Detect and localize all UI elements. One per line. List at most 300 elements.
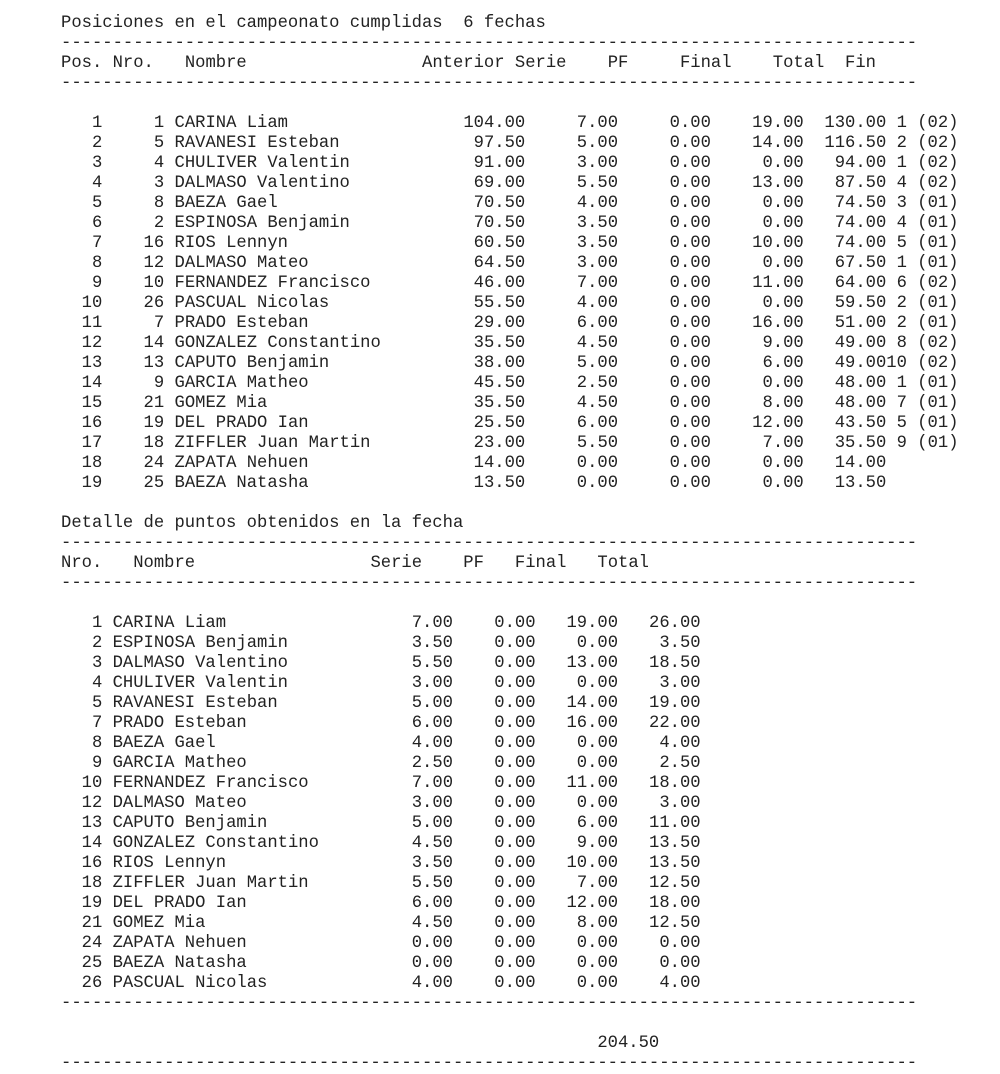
cell-total: 64.00 bbox=[834, 274, 887, 293]
cell-fin: 2 (01) bbox=[896, 294, 959, 313]
cell-final: 16.00 bbox=[752, 314, 804, 333]
detail-title bbox=[61, 514, 959, 534]
col-header-pos: Pos. bbox=[61, 54, 103, 73]
col-header-anterior: Anterior bbox=[422, 54, 505, 73]
cell-serie: 2.50 bbox=[411, 754, 453, 773]
cell-total: 0.00 bbox=[659, 934, 701, 953]
cell-pf: 0.00 bbox=[494, 714, 536, 733]
cell-pf: 0.00 bbox=[494, 794, 536, 813]
cell-total: 13.50 bbox=[649, 834, 701, 853]
grand-total: 204.50 bbox=[597, 1034, 660, 1053]
cell-nro: 4 bbox=[91, 674, 103, 693]
cell-pf: 0.00 bbox=[669, 334, 711, 353]
cell-nombre: DALMASO Mateo bbox=[174, 254, 309, 273]
cell-pos: 9 bbox=[91, 274, 103, 293]
cell-total: 94.00 bbox=[834, 154, 887, 173]
cell-nro: 19 bbox=[143, 414, 165, 433]
cell-total: 4.00 bbox=[659, 974, 701, 993]
standings-header bbox=[61, 54, 959, 74]
cell-anterior: 64.50 bbox=[473, 254, 526, 273]
cell-nro: 3 bbox=[153, 174, 165, 193]
cell-nro: 3 bbox=[91, 654, 103, 673]
cell-final: 0.00 bbox=[576, 934, 619, 953]
cell-fin: 2 (02) bbox=[896, 134, 959, 153]
col-header-final: Final bbox=[514, 554, 567, 573]
cell-total: 48.00 bbox=[834, 374, 887, 393]
cell-serie: 5.50 bbox=[576, 174, 619, 193]
table-row bbox=[61, 754, 959, 774]
cell-pos: 3 bbox=[91, 154, 103, 173]
table-row bbox=[61, 314, 959, 334]
cell-pf: 0.00 bbox=[494, 754, 536, 773]
divider: ----------------------------------------------------------------------------------- bbox=[61, 534, 918, 553]
cell-final: 12.00 bbox=[566, 894, 619, 913]
table-row bbox=[61, 134, 959, 154]
cell-pf: 0.00 bbox=[494, 694, 536, 713]
cell-serie: 7.00 bbox=[411, 774, 454, 793]
cell-pf: 0.00 bbox=[494, 634, 536, 653]
cell-anterior: 60.50 bbox=[473, 234, 526, 253]
cell-pf: 0.00 bbox=[494, 974, 536, 993]
table-row bbox=[61, 794, 959, 814]
cell-nombre: DALMASO Mateo bbox=[112, 794, 247, 813]
cell-nombre: DALMASO Valentino bbox=[112, 654, 288, 673]
cell-serie: 6.00 bbox=[411, 714, 453, 733]
cell-nombre: PRADO Esteban bbox=[112, 714, 247, 733]
cell-final: 11.00 bbox=[752, 274, 804, 293]
cell-serie: 3.50 bbox=[576, 234, 619, 253]
cell-anterior: 91.00 bbox=[473, 154, 526, 173]
col-header-serie: Serie bbox=[370, 554, 423, 573]
spacer bbox=[61, 494, 959, 514]
cell-nro: 12 bbox=[81, 794, 103, 813]
cell-nombre: CAPUTO Benjamin bbox=[112, 814, 268, 833]
cell-pf: 0.00 bbox=[669, 114, 711, 133]
cell-serie: 0.00 bbox=[576, 454, 619, 473]
cell-final: 0.00 bbox=[762, 194, 804, 213]
cell-total: 49.00 bbox=[834, 354, 887, 373]
table-row bbox=[61, 414, 959, 434]
cell-nro: 14 bbox=[81, 834, 103, 853]
divider: ----------------------------------------------------------------------------------- bbox=[61, 994, 918, 1013]
cell-pf: 0.00 bbox=[494, 654, 536, 673]
cell-final: 0.00 bbox=[576, 634, 619, 653]
cell-final: 0.00 bbox=[576, 754, 619, 773]
cell-fin: 1 (02) bbox=[896, 114, 959, 133]
cell-pf: 0.00 bbox=[494, 734, 536, 753]
cell-serie: 7.00 bbox=[411, 614, 453, 633]
table-row bbox=[61, 274, 959, 294]
cell-anterior: 70.50 bbox=[473, 214, 526, 233]
cell-total: 0.00 bbox=[659, 954, 701, 973]
cell-final: 8.00 bbox=[576, 914, 619, 933]
cell-anterior: 46.00 bbox=[473, 274, 526, 293]
col-header-final: Final bbox=[679, 54, 732, 73]
cell-serie: 3.50 bbox=[411, 854, 453, 873]
cell-pf: 0.00 bbox=[494, 874, 536, 893]
spacer bbox=[61, 594, 959, 614]
cell-pos: 18 bbox=[81, 454, 103, 473]
table-row bbox=[61, 214, 959, 234]
cell-serie: 5.50 bbox=[576, 434, 619, 453]
col-header-total: Total bbox=[597, 554, 649, 573]
cell-nro: 19 bbox=[81, 894, 103, 913]
cell-pos: 7 bbox=[91, 234, 103, 253]
cell-serie: 5.50 bbox=[411, 654, 453, 673]
cell-final: 19.00 bbox=[752, 114, 804, 133]
cell-final: 0.00 bbox=[762, 214, 804, 233]
cell-nombre: GARCIA Matheo bbox=[112, 754, 247, 773]
cell-pf: 0.00 bbox=[494, 954, 536, 973]
cell-anterior: 45.50 bbox=[473, 374, 526, 393]
cell-pos: 15 bbox=[81, 394, 103, 413]
cell-pf: 0.00 bbox=[669, 174, 711, 193]
cell-anterior: 29.00 bbox=[473, 314, 526, 333]
standings-title-text: Posiciones en el campeonato cumplidas 6 fechas bbox=[61, 14, 546, 33]
cell-nombre: CAPUTO Benjamin bbox=[174, 354, 330, 373]
cell-nro: 16 bbox=[143, 234, 165, 253]
table-row bbox=[61, 834, 959, 854]
col-header-nombre: Nombre bbox=[133, 554, 196, 573]
cell-final: 11.00 bbox=[566, 774, 619, 793]
cell-pos: 12 bbox=[81, 334, 103, 353]
cell-serie: 3.00 bbox=[576, 154, 619, 173]
cell-total: 74.00 bbox=[834, 234, 887, 253]
cell-nro: 24 bbox=[81, 934, 103, 953]
table-row bbox=[61, 854, 959, 874]
cell-serie: 3.50 bbox=[576, 214, 619, 233]
cell-serie: 4.00 bbox=[411, 734, 454, 753]
table-row bbox=[61, 914, 959, 934]
cell-final: 13.00 bbox=[566, 654, 619, 673]
cell-total: 18.00 bbox=[649, 774, 701, 793]
cell-nro: 9 bbox=[153, 374, 165, 393]
cell-total: 22.00 bbox=[649, 714, 701, 733]
cell-final: 8.00 bbox=[762, 394, 804, 413]
cell-serie: 5.00 bbox=[576, 134, 619, 153]
cell-anterior: 35.50 bbox=[473, 334, 526, 353]
table-row bbox=[61, 714, 959, 734]
cell-fin: 10 (02) bbox=[886, 354, 959, 373]
cell-nro: 5 bbox=[91, 694, 103, 713]
cell-fin: 1 (01) bbox=[896, 374, 959, 393]
cell-fin: 4 (02) bbox=[896, 174, 959, 193]
cell-nombre: CHULIVER Valentin bbox=[112, 674, 288, 693]
cell-final: 7.00 bbox=[576, 874, 619, 893]
cell-serie: 6.00 bbox=[576, 414, 619, 433]
cell-anterior: 14.00 bbox=[473, 454, 526, 473]
cell-serie: 3.50 bbox=[411, 634, 453, 653]
cell-serie: 4.50 bbox=[411, 914, 453, 933]
cell-final: 9.00 bbox=[576, 834, 619, 853]
cell-nombre: DEL PRADO Ian bbox=[174, 414, 309, 433]
cell-nombre: FERNANDEZ Francisco bbox=[112, 774, 309, 793]
cell-nombre: BAEZA Gael bbox=[174, 194, 278, 213]
col-header-pf: PF bbox=[607, 54, 629, 73]
cell-serie: 4.50 bbox=[411, 834, 453, 853]
cell-pf: 0.00 bbox=[669, 374, 711, 393]
cell-serie: 0.00 bbox=[411, 954, 453, 973]
table-row bbox=[61, 974, 959, 994]
detail-title-text: Detalle de puntos obtenidos en la fecha bbox=[61, 514, 464, 533]
cell-nombre: BAEZA Natasha bbox=[112, 954, 247, 973]
cell-total: 18.00 bbox=[649, 894, 701, 913]
cell-nro: 18 bbox=[81, 874, 103, 893]
cell-nombre: FERNANDEZ Francisco bbox=[174, 274, 371, 293]
cell-pos: 8 bbox=[91, 254, 103, 273]
cell-anterior: 23.00 bbox=[473, 434, 526, 453]
cell-fin: 7 (01) bbox=[896, 394, 959, 413]
report-document bbox=[61, 14, 959, 1074]
cell-total: 3.00 bbox=[659, 674, 701, 693]
cell-pos: 2 bbox=[91, 134, 103, 153]
cell-final: 0.00 bbox=[576, 734, 619, 753]
cell-pf: 0.00 bbox=[669, 254, 711, 273]
cell-anterior: 35.50 bbox=[473, 394, 526, 413]
cell-nro: 14 bbox=[143, 334, 165, 353]
cell-serie: 5.00 bbox=[411, 814, 453, 833]
cell-serie: 4.50 bbox=[576, 334, 619, 353]
cell-nombre: BAEZA Gael bbox=[112, 734, 216, 753]
cell-final: 0.00 bbox=[576, 974, 619, 993]
cell-nro: 18 bbox=[143, 434, 165, 453]
cell-pf: 0.00 bbox=[669, 354, 711, 373]
cell-anterior: 13.50 bbox=[473, 474, 526, 493]
col-header-nombre: Nombre bbox=[184, 54, 247, 73]
cell-serie: 4.00 bbox=[576, 194, 619, 213]
cell-nombre: ZAPATA Nehuen bbox=[174, 454, 309, 473]
cell-final: 13.00 bbox=[752, 174, 804, 193]
cell-pf: 0.00 bbox=[669, 274, 711, 293]
cell-nombre: PRADO Esteban bbox=[174, 314, 309, 333]
cell-fin: 2 (01) bbox=[896, 314, 959, 333]
cell-nombre: CHULIVER Valentin bbox=[174, 154, 350, 173]
cell-pos: 5 bbox=[91, 194, 103, 213]
cell-final: 19.00 bbox=[566, 614, 619, 633]
cell-total: 26.00 bbox=[649, 614, 701, 633]
cell-total: 19.00 bbox=[649, 694, 701, 713]
table-row bbox=[61, 934, 959, 954]
divider: ----------------------------------------------------------------------------------- bbox=[61, 1054, 918, 1073]
cell-nombre: GOMEZ Mia bbox=[112, 914, 206, 933]
cell-total: 13.50 bbox=[834, 474, 887, 493]
table-row bbox=[61, 234, 959, 254]
cell-serie: 5.00 bbox=[576, 354, 619, 373]
table-row bbox=[61, 814, 959, 834]
cell-pf: 0.00 bbox=[494, 894, 536, 913]
cell-serie: 4.50 bbox=[576, 394, 619, 413]
cell-nro: 24 bbox=[143, 454, 165, 473]
col-header-pf: PF bbox=[463, 554, 484, 573]
cell-nro: 7 bbox=[91, 714, 103, 733]
cell-fin: 4 (01) bbox=[896, 214, 959, 233]
table-row bbox=[61, 334, 959, 354]
cell-serie: 3.00 bbox=[576, 254, 619, 273]
cell-nombre: CARINA Liam bbox=[174, 114, 288, 133]
table-row bbox=[61, 634, 959, 654]
table-row bbox=[61, 654, 959, 674]
cell-nombre: BAEZA Natasha bbox=[174, 474, 309, 493]
cell-total: 51.00 bbox=[834, 314, 887, 333]
cell-total: 59.50 bbox=[834, 294, 887, 313]
cell-total: 49.00 bbox=[834, 334, 887, 353]
cell-total: 74.50 bbox=[834, 194, 887, 213]
cell-pf: 0.00 bbox=[669, 194, 711, 213]
cell-final: 10.00 bbox=[752, 234, 804, 253]
cell-pf: 0.00 bbox=[669, 314, 711, 333]
table-row bbox=[61, 694, 959, 714]
cell-final: 0.00 bbox=[576, 794, 619, 813]
col-header-fin: Fin bbox=[845, 54, 876, 73]
cell-total: 87.50 bbox=[834, 174, 887, 193]
cell-final: 0.00 bbox=[762, 454, 804, 473]
table-row bbox=[61, 434, 959, 454]
cell-nro: 8 bbox=[91, 734, 103, 753]
cell-serie: 3.00 bbox=[411, 794, 453, 813]
table-row bbox=[61, 114, 959, 134]
cell-serie: 4.00 bbox=[411, 974, 453, 993]
cell-nombre: GOMEZ Mia bbox=[174, 394, 268, 413]
cell-serie: 4.00 bbox=[576, 294, 619, 313]
cell-nro: 25 bbox=[81, 954, 103, 973]
cell-final: 6.00 bbox=[576, 814, 619, 833]
cell-pf: 0.00 bbox=[669, 474, 711, 493]
divider: ----------------------------------------------------------------------------------- bbox=[61, 34, 918, 53]
cell-pf: 0.00 bbox=[669, 394, 711, 413]
cell-total: 2.50 bbox=[659, 754, 701, 773]
cell-pf: 0.00 bbox=[669, 294, 711, 313]
cell-nro: 1 bbox=[153, 114, 165, 133]
cell-final: 6.00 bbox=[762, 354, 804, 373]
cell-total: 74.00 bbox=[834, 214, 887, 233]
cell-nombre: CARINA Liam bbox=[112, 614, 227, 633]
cell-final: 0.00 bbox=[576, 954, 619, 973]
cell-serie: 0.00 bbox=[576, 474, 619, 493]
cell-final: 12.00 bbox=[752, 414, 804, 433]
cell-nombre: RAVANESI Esteban bbox=[174, 134, 340, 153]
cell-nro: 26 bbox=[143, 294, 165, 313]
table-row bbox=[61, 354, 959, 374]
cell-anterior: 25.50 bbox=[473, 414, 526, 433]
cell-anterior: 38.00 bbox=[473, 354, 526, 373]
cell-nro: 1 bbox=[91, 614, 103, 633]
cell-nro: 25 bbox=[143, 474, 165, 493]
cell-nombre: DEL PRADO Ian bbox=[112, 894, 247, 913]
cell-pf: 0.00 bbox=[494, 834, 536, 853]
cell-anterior: 104.00 bbox=[463, 114, 526, 133]
cell-nombre: RIOS Lennyn bbox=[174, 234, 288, 253]
cell-anterior: 69.00 bbox=[473, 174, 526, 193]
cell-nro: 4 bbox=[153, 154, 165, 173]
cell-total: 12.50 bbox=[649, 914, 701, 933]
cell-pf: 0.00 bbox=[669, 214, 711, 233]
cell-nro: 9 bbox=[91, 754, 103, 773]
cell-nro: 2 bbox=[91, 634, 103, 653]
cell-total: 116.50 bbox=[824, 134, 887, 153]
cell-fin: 3 (01) bbox=[896, 194, 959, 213]
cell-final: 0.00 bbox=[762, 374, 804, 393]
cell-nro: 16 bbox=[81, 854, 103, 873]
cell-nro: 13 bbox=[81, 814, 103, 833]
cell-nombre: DALMASO Valentino bbox=[174, 174, 350, 193]
cell-pos: 19 bbox=[81, 474, 103, 493]
table-row bbox=[61, 174, 959, 194]
cell-serie: 7.00 bbox=[576, 274, 619, 293]
cell-serie: 0.00 bbox=[411, 934, 453, 953]
cell-final: 10.00 bbox=[566, 854, 619, 873]
cell-pf: 0.00 bbox=[494, 854, 536, 873]
cell-pos: 17 bbox=[81, 434, 103, 453]
cell-nro: 8 bbox=[153, 194, 165, 213]
cell-nombre: ESPINOSA Benjamin bbox=[112, 634, 288, 653]
table-row bbox=[61, 734, 959, 754]
cell-total: 130.00 bbox=[824, 114, 887, 133]
cell-nombre: GONZALEZ Constantino bbox=[112, 834, 319, 853]
cell-pf: 0.00 bbox=[669, 454, 711, 473]
cell-pos: 4 bbox=[91, 174, 103, 193]
cell-nombre: ZIFFLER Juan Martin bbox=[174, 434, 371, 453]
table-row bbox=[61, 674, 959, 694]
cell-anterior: 97.50 bbox=[473, 134, 526, 153]
cell-pf: 0.00 bbox=[669, 134, 711, 153]
table-row bbox=[61, 474, 959, 494]
cell-final: 16.00 bbox=[566, 714, 619, 733]
cell-nro: 2 bbox=[153, 214, 165, 233]
cell-serie: 5.00 bbox=[411, 694, 453, 713]
col-header-nro: Nro. bbox=[112, 54, 154, 73]
cell-total: 13.50 bbox=[649, 854, 701, 873]
cell-serie: 5.50 bbox=[411, 874, 454, 893]
cell-final: 0.00 bbox=[762, 294, 804, 313]
cell-nro: 10 bbox=[81, 774, 103, 793]
table-row bbox=[61, 394, 959, 414]
table-row bbox=[61, 374, 959, 394]
cell-pf: 0.00 bbox=[494, 914, 536, 933]
table-row bbox=[61, 194, 959, 214]
cell-pos: 6 bbox=[91, 214, 103, 233]
cell-total: 43.50 bbox=[834, 414, 887, 433]
table-row bbox=[61, 294, 959, 314]
cell-pf: 0.00 bbox=[669, 414, 711, 433]
standings-title bbox=[61, 14, 959, 34]
cell-fin: 5 (01) bbox=[896, 414, 959, 433]
cell-serie: 6.00 bbox=[411, 894, 453, 913]
cell-nombre: RIOS Lennyn bbox=[112, 854, 227, 873]
grand-total-row bbox=[61, 1034, 959, 1054]
cell-total: 11.00 bbox=[649, 814, 701, 833]
cell-serie: 7.00 bbox=[576, 114, 619, 133]
cell-nombre: GONZALEZ Constantino bbox=[174, 334, 381, 353]
col-header-serie: Serie bbox=[514, 54, 567, 73]
cell-total: 3.00 bbox=[659, 794, 701, 813]
divider: ----------------------------------------------------------------------------------- bbox=[61, 74, 918, 93]
cell-pf: 0.00 bbox=[669, 234, 711, 253]
cell-nro: 10 bbox=[143, 274, 165, 293]
cell-serie: 6.00 bbox=[576, 314, 619, 333]
spacer bbox=[61, 1014, 959, 1034]
cell-pos: 16 bbox=[81, 414, 103, 433]
table-row bbox=[61, 254, 959, 274]
cell-total: 18.50 bbox=[649, 654, 701, 673]
cell-nombre: ZIFFLER Juan Martin bbox=[112, 874, 309, 893]
cell-pos: 14 bbox=[81, 374, 103, 393]
table-row bbox=[61, 894, 959, 914]
cell-pos: 1 bbox=[91, 114, 103, 133]
table-row bbox=[61, 614, 959, 634]
cell-final: 0.00 bbox=[762, 154, 804, 173]
col-header-total: Total bbox=[772, 54, 825, 73]
cell-nombre: RAVANESI Esteban bbox=[112, 694, 278, 713]
